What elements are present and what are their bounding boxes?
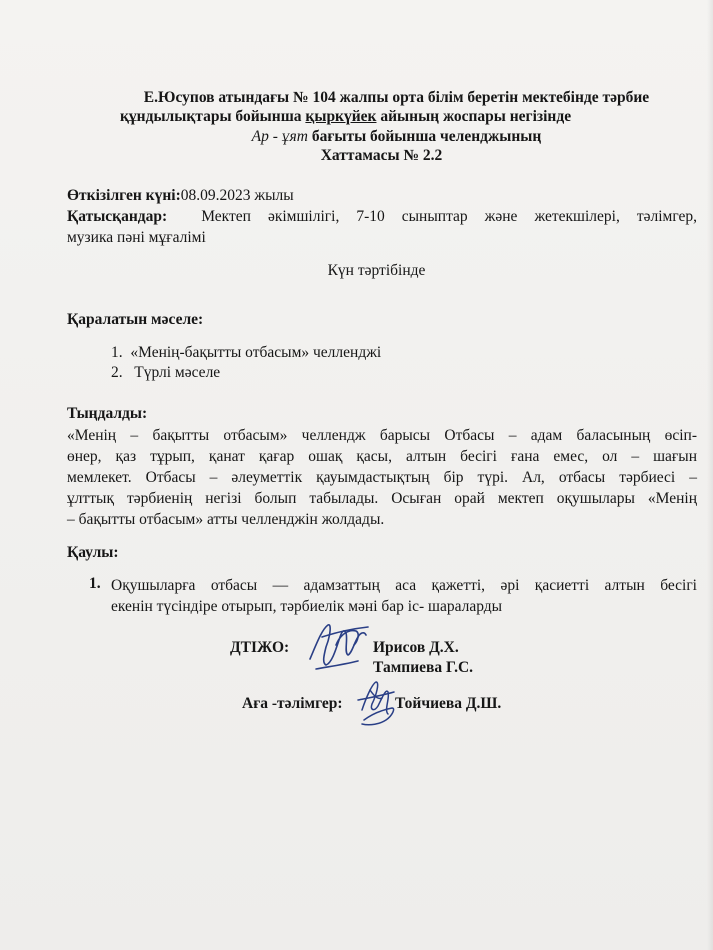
signer-name-1: Ирисов Д.Х.: [373, 639, 459, 656]
protocol-title: Хаттамасы № 2.2: [320, 147, 443, 164]
mentor-label: Аға -тәлімгер:: [242, 695, 343, 712]
held-date: [67, 187, 294, 205]
header-line-2: құндылықтары бойынша қыркүйек айының жоспары негізінде: [120, 108, 572, 125]
participants: Қатысқандар: Мектеп әкімшілігі, 7-10 сыныптар және жетекшілері, тәлімгер, музика пәні мұғалімі: [67, 208, 697, 246]
agenda-item-2: 2. Түрлі мәселе: [111, 364, 221, 381]
agenda-item-1: 1. «Менің-бақытты отбасым» челленджі: [111, 344, 382, 361]
header-line-1: Е.Юсупов атындағы № 104 жалпы орта білім беретін мектебінде тәрбие: [143, 89, 650, 106]
direction-name: Ар - ұят: [251, 128, 308, 145]
decision-label: Қаулы:: [67, 544, 119, 561]
signer-name-3: Тойчиева Д.Ш.: [395, 695, 502, 712]
heard-paragraph: «Менің – бақытты отбасым» челлендж барысы Отбасы – адам баласының өсіп- өнер, қаз тұрып, қанат қағар ошақ қасы, алтын бесігі ғана емес, ол – шағын мемлекет. Отбасы – әлеуметтік қауымдастықтың бір түрі. Ал, отбасы тәрбиесі – ұлттық тәрбиенің негізі болып табылады. Осыған орай мектеп оқушылары «Менің – бақытты отбасым» атты челленджін жолдады.: [67, 427, 697, 528]
signer-name-2: Тампиева Г.С.: [373, 659, 474, 676]
signature-2: [352, 670, 402, 732]
month-underlined: қыркүйек: [305, 108, 377, 125]
signature-1: [296, 615, 386, 675]
header-line-3: Ар - ұят бағыты бойынша челенджының: [251, 128, 542, 145]
heard-label: Тыңдалды:: [67, 405, 148, 422]
agenda-heading: Күн тәртібінде: [327, 262, 426, 279]
decision-number: 1.: [89, 575, 101, 592]
participants-label: Қатысқандар:: [67, 208, 168, 225]
held-value: 08.09.2023 жылы: [180, 187, 294, 204]
dtizho-label: ДТІЖО:: [230, 639, 290, 656]
issues-label: Қаралатын мәселе:: [67, 311, 204, 328]
held-label: Өткізілген күні:: [67, 187, 181, 204]
decision-text: Оқушыларға отбасы — адамзаттың аса қажетті, әрі қасиетті алтын бесігі екенін түсіндіре отырып, тәрбиелік мәні бар іс- шараларды: [111, 577, 697, 615]
